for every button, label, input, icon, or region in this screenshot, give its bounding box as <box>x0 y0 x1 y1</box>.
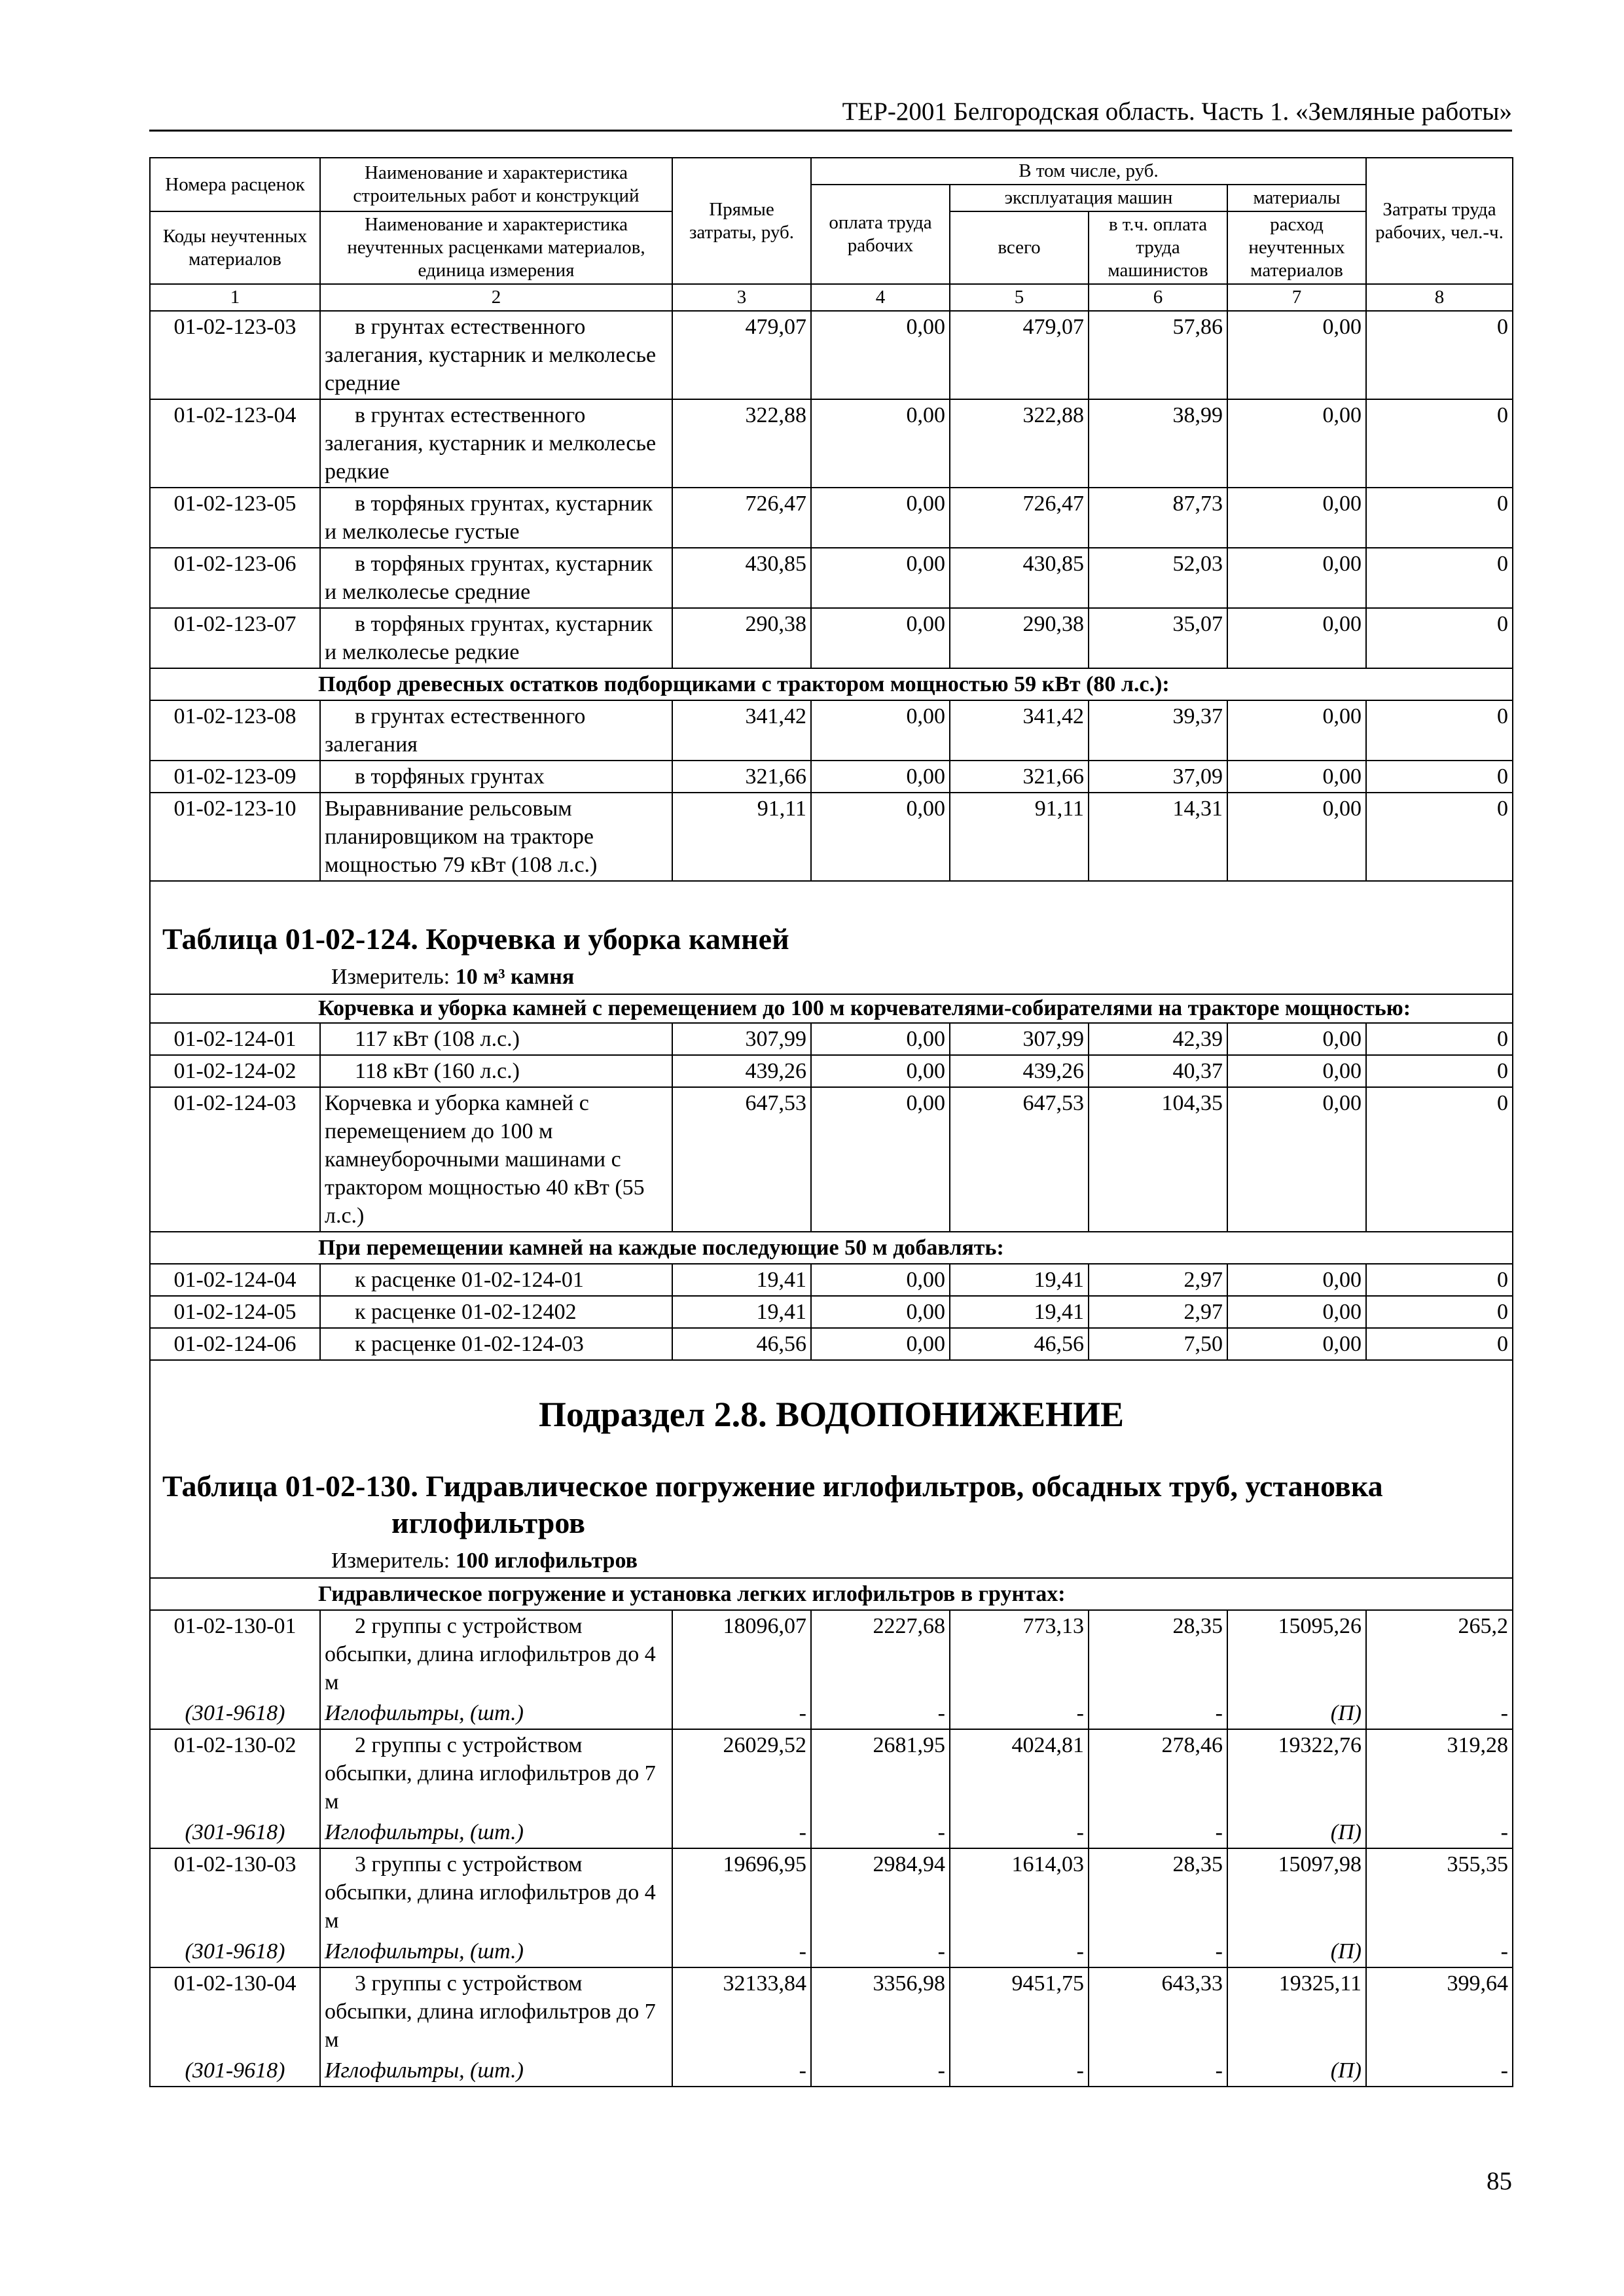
cell-value: 355,35 <box>1366 1848 1513 1936</box>
header-kody: Коды неучтенных материалов <box>150 211 320 284</box>
price-table <box>149 157 1513 2087</box>
measure-value: 100 иглофильтров <box>455 1549 638 1573</box>
cell-value: 0 <box>1366 1264 1513 1296</box>
row-code: 01-02-123-04 <box>150 399 320 488</box>
cell-value: - <box>811 1698 950 1729</box>
table-row <box>150 608 1513 668</box>
cell-value: 647,53 <box>672 1087 811 1232</box>
cell-value: 40,37 <box>1089 1055 1227 1087</box>
cell-value: 1614,03 <box>950 1848 1089 1936</box>
material-name: Иглофильтры, (шт.) <box>320 2055 672 2087</box>
group-heading-row <box>150 1578 1513 1610</box>
cell-value: 0,00 <box>1227 608 1366 668</box>
cell-value: - <box>1366 2055 1513 2087</box>
cell-value: - <box>672 1936 811 1967</box>
row-name: 3 группы с устройством обсыпки, длина иглофильтров до 7 м <box>320 1967 672 2055</box>
cell-value: 19322,76 <box>1227 1729 1366 1817</box>
table-row <box>150 1967 1513 2055</box>
header-naimenovanie: Наименование и характеристика строительных работ и конструкций <box>320 158 672 211</box>
col-num: 8 <box>1366 284 1513 311</box>
row-code: 01-02-124-02 <box>150 1055 320 1087</box>
cell-value: 28,35 <box>1089 1610 1227 1698</box>
cell-value: - <box>1089 2055 1227 2087</box>
table-row <box>150 1729 1513 1817</box>
measure-row <box>150 1545 1513 1578</box>
table-title-line: иглофильтров <box>391 1506 586 1539</box>
material-row <box>150 1698 1513 1729</box>
cell-value: 479,07 <box>672 311 811 399</box>
cell-value: 37,09 <box>1089 761 1227 793</box>
cell-value: 321,66 <box>950 761 1089 793</box>
cell-value: 341,42 <box>672 700 811 761</box>
row-code: 01-02-123-03 <box>150 311 320 399</box>
cell-value: 2681,95 <box>811 1729 950 1817</box>
cell-value: - <box>1089 1936 1227 1967</box>
measure-row <box>150 961 1513 994</box>
cell-value: 0 <box>1366 700 1513 761</box>
cell-value: 0,00 <box>811 793 950 881</box>
cell-value: 46,56 <box>950 1328 1089 1360</box>
row-code: 01-02-123-05 <box>150 488 320 548</box>
cell-value: (П) <box>1227 1698 1366 1729</box>
cell-value: 19,41 <box>950 1296 1089 1328</box>
table-header <box>150 158 1513 311</box>
row-name: 2 группы с устройством обсыпки, длина иглофильтров до 7 м <box>320 1729 672 1817</box>
cell-value: 0,00 <box>1227 488 1366 548</box>
cell-value: 0,00 <box>1227 399 1366 488</box>
cell-value: 0,00 <box>1227 793 1366 881</box>
cell-value: 307,99 <box>672 1023 811 1055</box>
page-header: ТЕР-2001 Белгородская область. Часть 1. «Земляные работы» <box>842 98 1512 126</box>
col-num: 7 <box>1227 284 1366 311</box>
col-num: 6 <box>1089 284 1227 311</box>
cell-value: 0 <box>1366 1296 1513 1328</box>
cell-value: 399,64 <box>1366 1967 1513 2055</box>
row-code: 01-02-124-03 <box>150 1087 320 1232</box>
cell-value: 0,00 <box>811 548 950 608</box>
cell-value: 0,00 <box>811 1296 950 1328</box>
row-name: 117 кВт (108 л.с.) <box>320 1023 672 1055</box>
cell-value: - <box>672 1698 811 1729</box>
cell-value: 38,99 <box>1089 399 1227 488</box>
cell-value: 479,07 <box>950 311 1089 399</box>
row-name: 118 кВт (160 л.с.) <box>320 1055 672 1087</box>
cell-value: 0,00 <box>811 1087 950 1232</box>
table-row <box>150 700 1513 761</box>
col-num: 3 <box>672 284 811 311</box>
row-code: 01-02-130-02 <box>150 1729 320 1817</box>
group-heading: Корчевка и уборка камней с перемещением до 100 м корчевателями-собирателями на тракторе мощностью: <box>150 994 1513 1023</box>
row-code: 01-02-123-08 <box>150 700 320 761</box>
cell-value: 2,97 <box>1089 1264 1227 1296</box>
material-row <box>150 2055 1513 2087</box>
cell-value: 4024,81 <box>950 1729 1089 1817</box>
cell-value: - <box>950 1698 1089 1729</box>
cell-value: 647,53 <box>950 1087 1089 1232</box>
row-name: 3 группы с устройством обсыпки, длина иглофильтров до 4 м <box>320 1848 672 1936</box>
header-vtch: в т.ч. оплата труда машинистов <box>1089 211 1227 284</box>
header-oplata: оплата труда рабочих <box>811 185 950 284</box>
cell-value: 290,38 <box>672 608 811 668</box>
cell-value: 35,07 <box>1089 608 1227 668</box>
header-vsego: всего <box>950 211 1089 284</box>
cell-value: 2,97 <box>1089 1296 1227 1328</box>
row-code: 01-02-130-03 <box>150 1848 320 1936</box>
cell-value: 0 <box>1366 1023 1513 1055</box>
cell-value: 0 <box>1366 399 1513 488</box>
measure-label: Измеритель: <box>331 1549 456 1573</box>
table-row <box>150 548 1513 608</box>
group-heading: Подбор древесных остатков подборщиками с трактором мощностью 59 кВт (80 л.с.): <box>150 668 1513 700</box>
table-row <box>150 1328 1513 1360</box>
header-v-tom-chisle: В том числе, руб. <box>811 158 1366 185</box>
row-code: 01-02-124-05 <box>150 1296 320 1328</box>
cell-value: 0,00 <box>811 761 950 793</box>
cell-value: 0,00 <box>1227 1055 1366 1087</box>
cell-value: 307,99 <box>950 1023 1089 1055</box>
cell-value: 439,26 <box>672 1055 811 1087</box>
cell-value: - <box>950 1936 1089 1967</box>
page-number: 85 <box>1487 2167 1512 2195</box>
cell-value: - <box>672 1817 811 1848</box>
row-code: 01-02-123-07 <box>150 608 320 668</box>
row-code: 01-02-123-10 <box>150 793 320 881</box>
table-row <box>150 399 1513 488</box>
cell-value: 0,00 <box>811 399 950 488</box>
table-row <box>150 311 1513 399</box>
cell-value: 14,31 <box>1089 793 1227 881</box>
cell-value: 430,85 <box>950 548 1089 608</box>
table-title-line: Таблица 01-02-130. Гидравлическое погружение иглофильтров, обсадных труб, установка <box>162 1469 1383 1503</box>
cell-value: 19325,11 <box>1227 1967 1366 2055</box>
cell-value: - <box>811 2055 950 2087</box>
cell-value: 46,56 <box>672 1328 811 1360</box>
row-name: в торфяных грунтах, кустарник и мелколесье густые <box>320 488 672 548</box>
table-row <box>150 1087 1513 1232</box>
cell-value: 0 <box>1366 1055 1513 1087</box>
cell-value: 2984,94 <box>811 1848 950 1936</box>
table-row <box>150 761 1513 793</box>
material-code: (301-9618) <box>150 1698 320 1729</box>
row-name: к расценке 01-02-124-01 <box>320 1264 672 1296</box>
cell-value: - <box>950 1817 1089 1848</box>
cell-value: 0,00 <box>1227 1328 1366 1360</box>
cell-value: - <box>1366 1936 1513 1967</box>
cell-value: - <box>811 1817 950 1848</box>
cell-value: - <box>1089 1698 1227 1729</box>
row-name: в грунтах естественного залегания, кустарник и мелколесье средние <box>320 311 672 399</box>
header-rashod: расход неучтенных материалов <box>1227 211 1366 284</box>
table-row <box>150 1848 1513 1936</box>
header-materialy: материалы <box>1227 185 1366 211</box>
row-code: 01-02-123-09 <box>150 761 320 793</box>
table-row <box>150 1055 1513 1087</box>
cell-value: 773,13 <box>950 1610 1089 1698</box>
measure-line <box>150 1545 1513 1578</box>
cell-value: 9451,75 <box>950 1967 1089 2055</box>
subsection-row <box>150 1360 1513 1442</box>
header-pryamye: Прямые затраты, руб. <box>672 158 811 284</box>
cell-value: - <box>1366 1817 1513 1848</box>
group-heading-row <box>150 668 1513 700</box>
cell-value: 322,88 <box>672 399 811 488</box>
row-name: в грунтах естественного залегания, кустарник и мелколесье редкие <box>320 399 672 488</box>
cell-value: - <box>1366 1698 1513 1729</box>
cell-value: 265,2 <box>1366 1610 1513 1698</box>
cell-value: 321,66 <box>672 761 811 793</box>
col-num: 4 <box>811 284 950 311</box>
cell-value: 26029,52 <box>672 1729 811 1817</box>
cell-value: (П) <box>1227 1817 1366 1848</box>
material-name: Иглофильтры, (шт.) <box>320 1817 672 1848</box>
cell-value: 0,00 <box>811 1264 950 1296</box>
cell-value: 322,88 <box>950 399 1089 488</box>
row-code: 01-02-130-04 <box>150 1967 320 2055</box>
cell-value: 0 <box>1366 1087 1513 1232</box>
group-heading: Гидравлическое погружение и установка легких иглофильтров в грунтах: <box>150 1578 1513 1610</box>
material-code: (301-9618) <box>150 1817 320 1848</box>
material-name: Иглофильтры, (шт.) <box>320 1698 672 1729</box>
cell-value: 0 <box>1366 311 1513 399</box>
group-heading-row <box>150 1232 1513 1264</box>
material-row <box>150 1936 1513 1967</box>
subsection-title: Подраздел 2.8. ВОДОПОНИЖЕНИЕ <box>150 1360 1513 1442</box>
header-nomera: Номера расценок <box>150 158 320 211</box>
measure-label: Измеритель: <box>331 965 456 989</box>
table-row <box>150 488 1513 548</box>
cell-value: 15097,98 <box>1227 1848 1366 1936</box>
cell-value: 430,85 <box>672 548 811 608</box>
cell-value: 726,47 <box>672 488 811 548</box>
cell-value: 0,00 <box>1227 1023 1366 1055</box>
cell-value: 0,00 <box>1227 1264 1366 1296</box>
material-row <box>150 1817 1513 1848</box>
cell-value: 32133,84 <box>672 1967 811 2055</box>
table-row <box>150 1264 1513 1296</box>
cell-value: 2227,68 <box>811 1610 950 1698</box>
cell-value: 0,00 <box>1227 548 1366 608</box>
row-code: 01-02-124-06 <box>150 1328 320 1360</box>
table-title-row <box>150 881 1513 961</box>
cell-value: 0,00 <box>811 608 950 668</box>
table-row <box>150 1610 1513 1698</box>
cell-value: 0,00 <box>811 700 950 761</box>
cell-value: 0,00 <box>811 311 950 399</box>
material-code: (301-9618) <box>150 2055 320 2087</box>
cell-value: 7,50 <box>1089 1328 1227 1360</box>
group-heading-row <box>150 994 1513 1023</box>
row-code: 01-02-123-06 <box>150 548 320 608</box>
cell-value: 0 <box>1366 1328 1513 1360</box>
cell-value: 42,39 <box>1089 1023 1227 1055</box>
cell-value: 0,00 <box>811 1055 950 1087</box>
cell-value: 278,46 <box>1089 1729 1227 1817</box>
col-num: 2 <box>320 284 672 311</box>
cell-value: 0,00 <box>811 488 950 548</box>
header-ekspl: эксплуатация машин <box>950 185 1227 211</box>
cell-value: 0 <box>1366 608 1513 668</box>
cell-value: 91,11 <box>950 793 1089 881</box>
cell-value: 0,00 <box>1227 311 1366 399</box>
cell-value: - <box>950 2055 1089 2087</box>
cell-value: 91,11 <box>672 793 811 881</box>
col-num: 5 <box>950 284 1089 311</box>
row-name: Выравнивание рельсовым планировщиком на тракторе мощностью 79 кВт (108 л.с.) <box>320 793 672 881</box>
cell-value: (П) <box>1227 1936 1366 1967</box>
cell-value: - <box>672 2055 811 2087</box>
cell-value: 0 <box>1366 548 1513 608</box>
cell-value: 57,86 <box>1089 311 1227 399</box>
material-name: Иглофильтры, (шт.) <box>320 1936 672 1967</box>
row-name: в торфяных грунтах, кустарник и мелколесье редкие <box>320 608 672 668</box>
row-name: к расценке 01-02-124-03 <box>320 1328 672 1360</box>
cell-value: 290,38 <box>950 608 1089 668</box>
header-rule <box>149 130 1512 132</box>
cell-value: 0,00 <box>1227 761 1366 793</box>
cell-value: 19696,95 <box>672 1848 811 1936</box>
cell-value: 0,00 <box>1227 1087 1366 1232</box>
row-name: 2 группы с устройством обсыпки, длина иглофильтров до 4 м <box>320 1610 672 1698</box>
cell-value: 19,41 <box>672 1296 811 1328</box>
measure-value: 10 м³ камня <box>455 965 575 989</box>
table-row <box>150 1023 1513 1055</box>
row-name: Корчевка и уборка камней с перемещением до 100 м камнеуборочными машинами с трактором мощностью 40 кВт (55 л.с.) <box>320 1087 672 1232</box>
column-numbers-row <box>150 284 1513 311</box>
table-row <box>150 793 1513 881</box>
table-title: Таблица 01-02-124. Корчевка и уборка камней <box>150 881 1513 961</box>
measure-line <box>150 961 1513 994</box>
price-table-container <box>149 157 1512 2087</box>
row-name: в торфяных грунтах <box>320 761 672 793</box>
cell-value: 52,03 <box>1089 548 1227 608</box>
cell-value: 15095,26 <box>1227 1610 1366 1698</box>
header-zatraty: Затраты труда рабочих, чел.-ч. <box>1366 158 1513 284</box>
table-title-row <box>150 1442 1513 1545</box>
cell-value: 643,33 <box>1089 1967 1227 2055</box>
cell-value: - <box>811 1936 950 1967</box>
table-title <box>150 1442 1513 1545</box>
cell-value: 0 <box>1366 488 1513 548</box>
cell-value: 39,37 <box>1089 700 1227 761</box>
cell-value: - <box>1089 1817 1227 1848</box>
cell-value: 319,28 <box>1366 1729 1513 1817</box>
header-naimenovanie2: Наименование и характеристика неучтенных расценками материалов, единица измерения <box>320 211 672 284</box>
cell-value: 18096,07 <box>672 1610 811 1698</box>
row-name: в торфяных грунтах, кустарник и мелколесье средние <box>320 548 672 608</box>
cell-value: 439,26 <box>950 1055 1089 1087</box>
table-row <box>150 1296 1513 1328</box>
cell-value: (П) <box>1227 2055 1366 2087</box>
row-code: 01-02-124-01 <box>150 1023 320 1055</box>
cell-value: 726,47 <box>950 488 1089 548</box>
group-heading: При перемещении камней на каждые последующие 50 м добавлять: <box>150 1232 1513 1264</box>
cell-value: 87,73 <box>1089 488 1227 548</box>
row-code: 01-02-130-01 <box>150 1610 320 1698</box>
cell-value: 0,00 <box>811 1023 950 1055</box>
row-code: 01-02-124-04 <box>150 1264 320 1296</box>
cell-value: 28,35 <box>1089 1848 1227 1936</box>
cell-value: 19,41 <box>672 1264 811 1296</box>
cell-value: 0,00 <box>1227 1296 1366 1328</box>
material-code: (301-9618) <box>150 1936 320 1967</box>
cell-value: 19,41 <box>950 1264 1089 1296</box>
cell-value: 0,00 <box>811 1328 950 1360</box>
col-num: 1 <box>150 284 320 311</box>
row-name: к расценке 01-02-12402 <box>320 1296 672 1328</box>
cell-value: 0,00 <box>1227 700 1366 761</box>
cell-value: 104,35 <box>1089 1087 1227 1232</box>
cell-value: 3356,98 <box>811 1967 950 2055</box>
cell-value: 341,42 <box>950 700 1089 761</box>
cell-value: 0 <box>1366 761 1513 793</box>
row-name: в грунтах естественного залегания <box>320 700 672 761</box>
cell-value: 0 <box>1366 793 1513 881</box>
